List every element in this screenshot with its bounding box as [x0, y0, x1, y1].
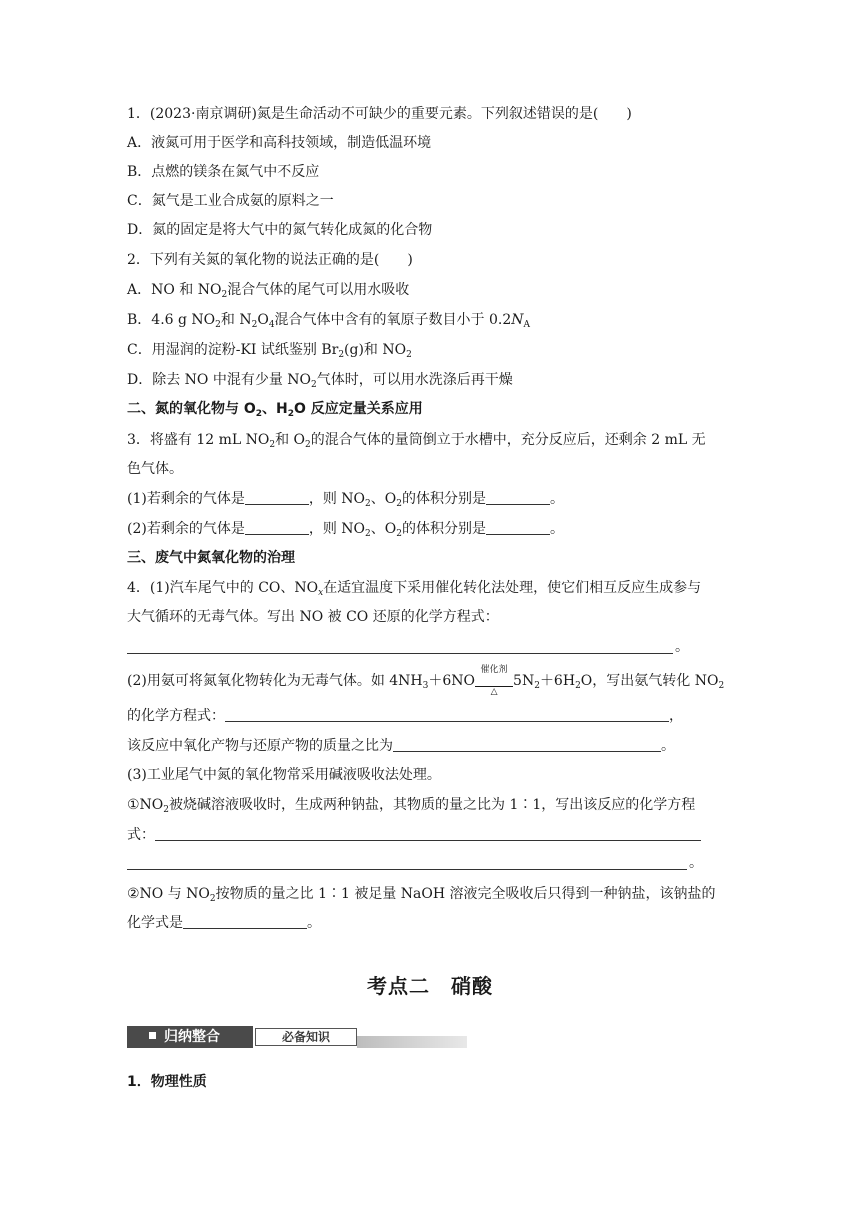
- answer-blank[interactable]: [127, 652, 673, 654]
- q4-item2-line2: 化学式是 。: [127, 915, 321, 931]
- q1-option-c: C．氮气是工业合成氨的原料之一: [127, 193, 334, 209]
- q3-part2: (2)若剩余的气体是 ，则 $NO_2$、$O_2$的体积分别是 。: [127, 521, 564, 539]
- q2-stem: 2．下列有关氮的氧化物的说法正确的是( ): [127, 252, 413, 268]
- banner-dark-tab: 归纳整合: [127, 1026, 253, 1048]
- q3-line2: 色气体。: [127, 461, 183, 477]
- q2-option-b: B．4.6 g $NO_2$和 $N_2O_4$混合气体中含有的氧原子数目小于 $0.2N_A$: [127, 312, 531, 330]
- q2-option-c: C．用湿润的淀粉-KI 试纸鉴别 $Br_2(g)$和 $NO_2$: [127, 342, 412, 360]
- q4-part3: (3)工业尾气中氮的氧化物常采用碱液吸收法处理。: [127, 767, 441, 783]
- banner-light-tab: 必备知识: [255, 1028, 357, 1046]
- q3-part1: (1)若剩余的气体是 ，则 $NO_2$、$O_2$的体积分别是 。: [127, 491, 564, 509]
- answer-blank[interactable]: [486, 490, 550, 505]
- q2-option-d: D．除去 NO 中混有少量 $NO_2$气体时，可以用水洗涤后再干燥: [127, 372, 513, 390]
- reaction-condition: 催化剂 △: [475, 680, 513, 687]
- q4-item2-line1: ②NO 与 $NO_2$按物质的量之比 1∶1 被足量 NaOH 溶液完全吸收后只得到一种钠盐，该钠盐的: [127, 886, 716, 904]
- answer-blank[interactable]: [393, 737, 661, 752]
- square-bullet-icon: [149, 1032, 156, 1039]
- q1-option-b: B．点燃的镁条在氮气中不反应: [127, 164, 320, 180]
- answer-blank[interactable]: [486, 520, 550, 535]
- section-banner: [127, 1026, 467, 1048]
- q4-item1-line1: $①NO_2$被烧碱溶液吸收时，生成两种钠盐，其物质的量之比为 1∶1，写出该反应的化学方程: [127, 797, 696, 815]
- q1-stem: 1．(2023·南京调研)氮是生命活动不可缺少的重要元素。下列叙述错误的是( ): [127, 106, 632, 122]
- q4-line3-end: 。: [675, 639, 689, 655]
- q4-line2: 大气循环的无毒气体。写出 NO 被 CO 还原的化学方程式：: [127, 609, 499, 625]
- answer-blank[interactable]: [183, 914, 307, 929]
- heading-waste-gas-treatment: 三、废气中氮氧化物的治理: [127, 550, 295, 566]
- q4-part2-line3: 该反应中氧化产物与还原产物的质量之比为 。: [127, 738, 675, 754]
- q4-line1: 4．(1)汽车尾气中的 CO、$NO_x$在适宜温度下采用催化转化法处理，使它们相互反应生成参与: [127, 580, 702, 598]
- answer-blank[interactable]: [127, 868, 687, 870]
- q4-part2-line1: (2)用氨可将氮氧化物转化为无毒气体。如 $4NH_3+6NO$ 催化剂 △ $5N_2+6H_2O$，写出氨气转化 $NO_2$: [127, 665, 725, 697]
- q1-option-a: A．液氮可用于医学和高科技领域，制造低温环境: [127, 135, 432, 151]
- q3-line1: 3．将盛有 12 mL $NO_2$和 $O_2$的混合气体的量筒倒立于水槽中，充分反应后，还剩余 2 mL 无: [127, 432, 706, 450]
- answer-blank[interactable]: [225, 707, 669, 722]
- heading-oxides-quantitative: 二、氮的氧化物与 $O_2$、$H_2O$ 反应定量关系应用: [127, 401, 423, 419]
- answer-blank[interactable]: [155, 826, 701, 841]
- answer-blank[interactable]: [245, 490, 309, 505]
- q4-item1-line2: 式：: [127, 825, 701, 845]
- sub-heading-physical-properties: 1．物理性质: [127, 1074, 207, 1090]
- q4-part2-line2: 的化学方程式： ，: [127, 708, 683, 724]
- q2-option-a: A．NO 和 $NO_2$混合气体的尾气可以用水吸收: [127, 282, 410, 300]
- banner-gradient-bar: [357, 1036, 467, 1048]
- section-title: 考点二 硝酸: [367, 974, 493, 998]
- q4-item1-line3-end: 。: [689, 855, 703, 871]
- answer-blank[interactable]: [245, 520, 309, 535]
- q1-option-d: D．氮的固定是将大气中的氮气转化成氮的化合物: [127, 222, 433, 238]
